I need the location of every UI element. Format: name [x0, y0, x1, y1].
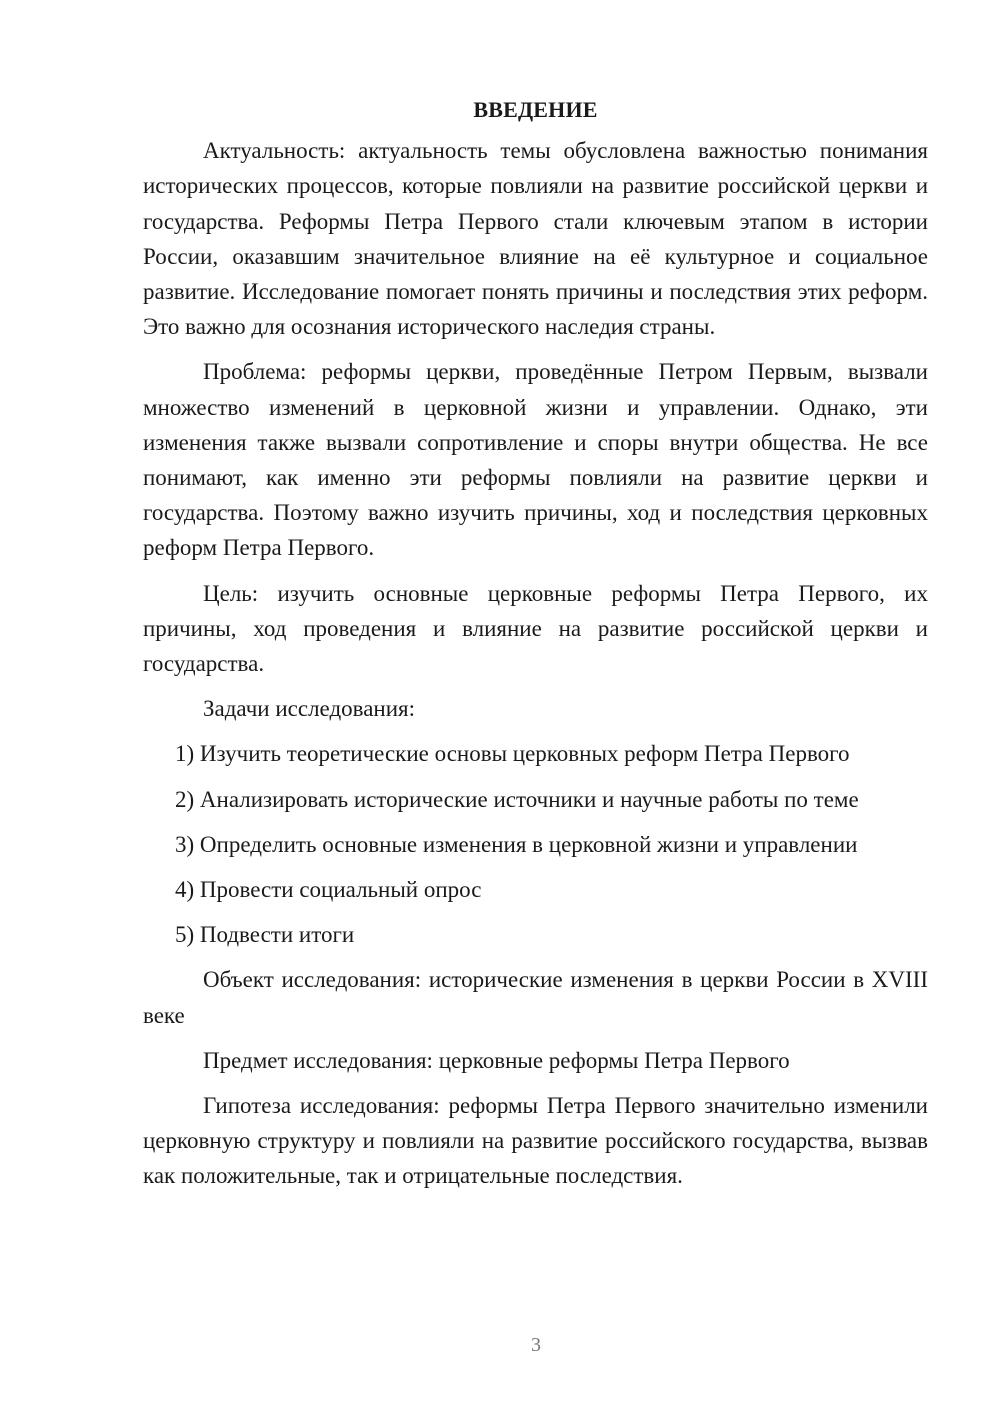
hypothesis-paragraph: Гипотеза исследования: реформы Петра Первого значительно изменили церковную структуру и повлияли на развитие российского государства, вызвав как положительные, так и отрицательные последствия. [143, 1093, 928, 1189]
list-item: 5) Подвести итоги [175, 922, 355, 948]
list-item: 2) Анализировать исторические источники и научные работы по теме [175, 786, 859, 812]
problem-paragraph: Проблема: реформы церкви, проведённые Петром Первым, вызвали множество изменений в церковной жизни и управлении. Однако, эти изменения также вызвали сопротивление и споры внутри общества. Не все понимают, как именно эти реформы повлияли на развитие церкви и государства. Поэтому важно изучить причины, ход и последствия церковных реформ Петра Первого. [143, 359, 928, 561]
tasks-heading: Задачи исследования: [203, 696, 416, 722]
list-item: 1) Изучить теоретические основы церковных реформ Петра Первого [175, 741, 850, 767]
section-title: ВВЕДЕНИЕ [473, 97, 598, 122]
document-page [143, 92, 928, 1194]
tasks-list [143, 736, 928, 952]
object-paragraph: Объект исследования: исторические изменения в церкви России в XVIII веке [143, 967, 928, 1028]
relevance-paragraph: Актуальность: актуальность темы обусловлена важностью понимания исторических процессов, которые повлияли на развитие российской церкви и государства. Реформы Петра Первого стали ключевым этапом в истории России, оказавшим значительное влияние на её культурное и социальное развитие. Исследование помогает понять причины и последствия этих реформ. Это важно для осознания исторического наследия страны. [143, 138, 928, 340]
subject-paragraph: Предмет исследования: церковные реформы Петра Первого [203, 1047, 790, 1073]
list-item: 3) Определить основные изменения в церковной жизни и управлении [175, 831, 858, 857]
list-item: 4) Провести социальный опрос [175, 877, 482, 903]
goal-paragraph: Цель: изучить основные церковные реформы Петра Первого, их причины, ход проведения и влияние на развитие российской церкви и государства. [143, 580, 928, 677]
page-number: 3 [531, 1334, 541, 1356]
